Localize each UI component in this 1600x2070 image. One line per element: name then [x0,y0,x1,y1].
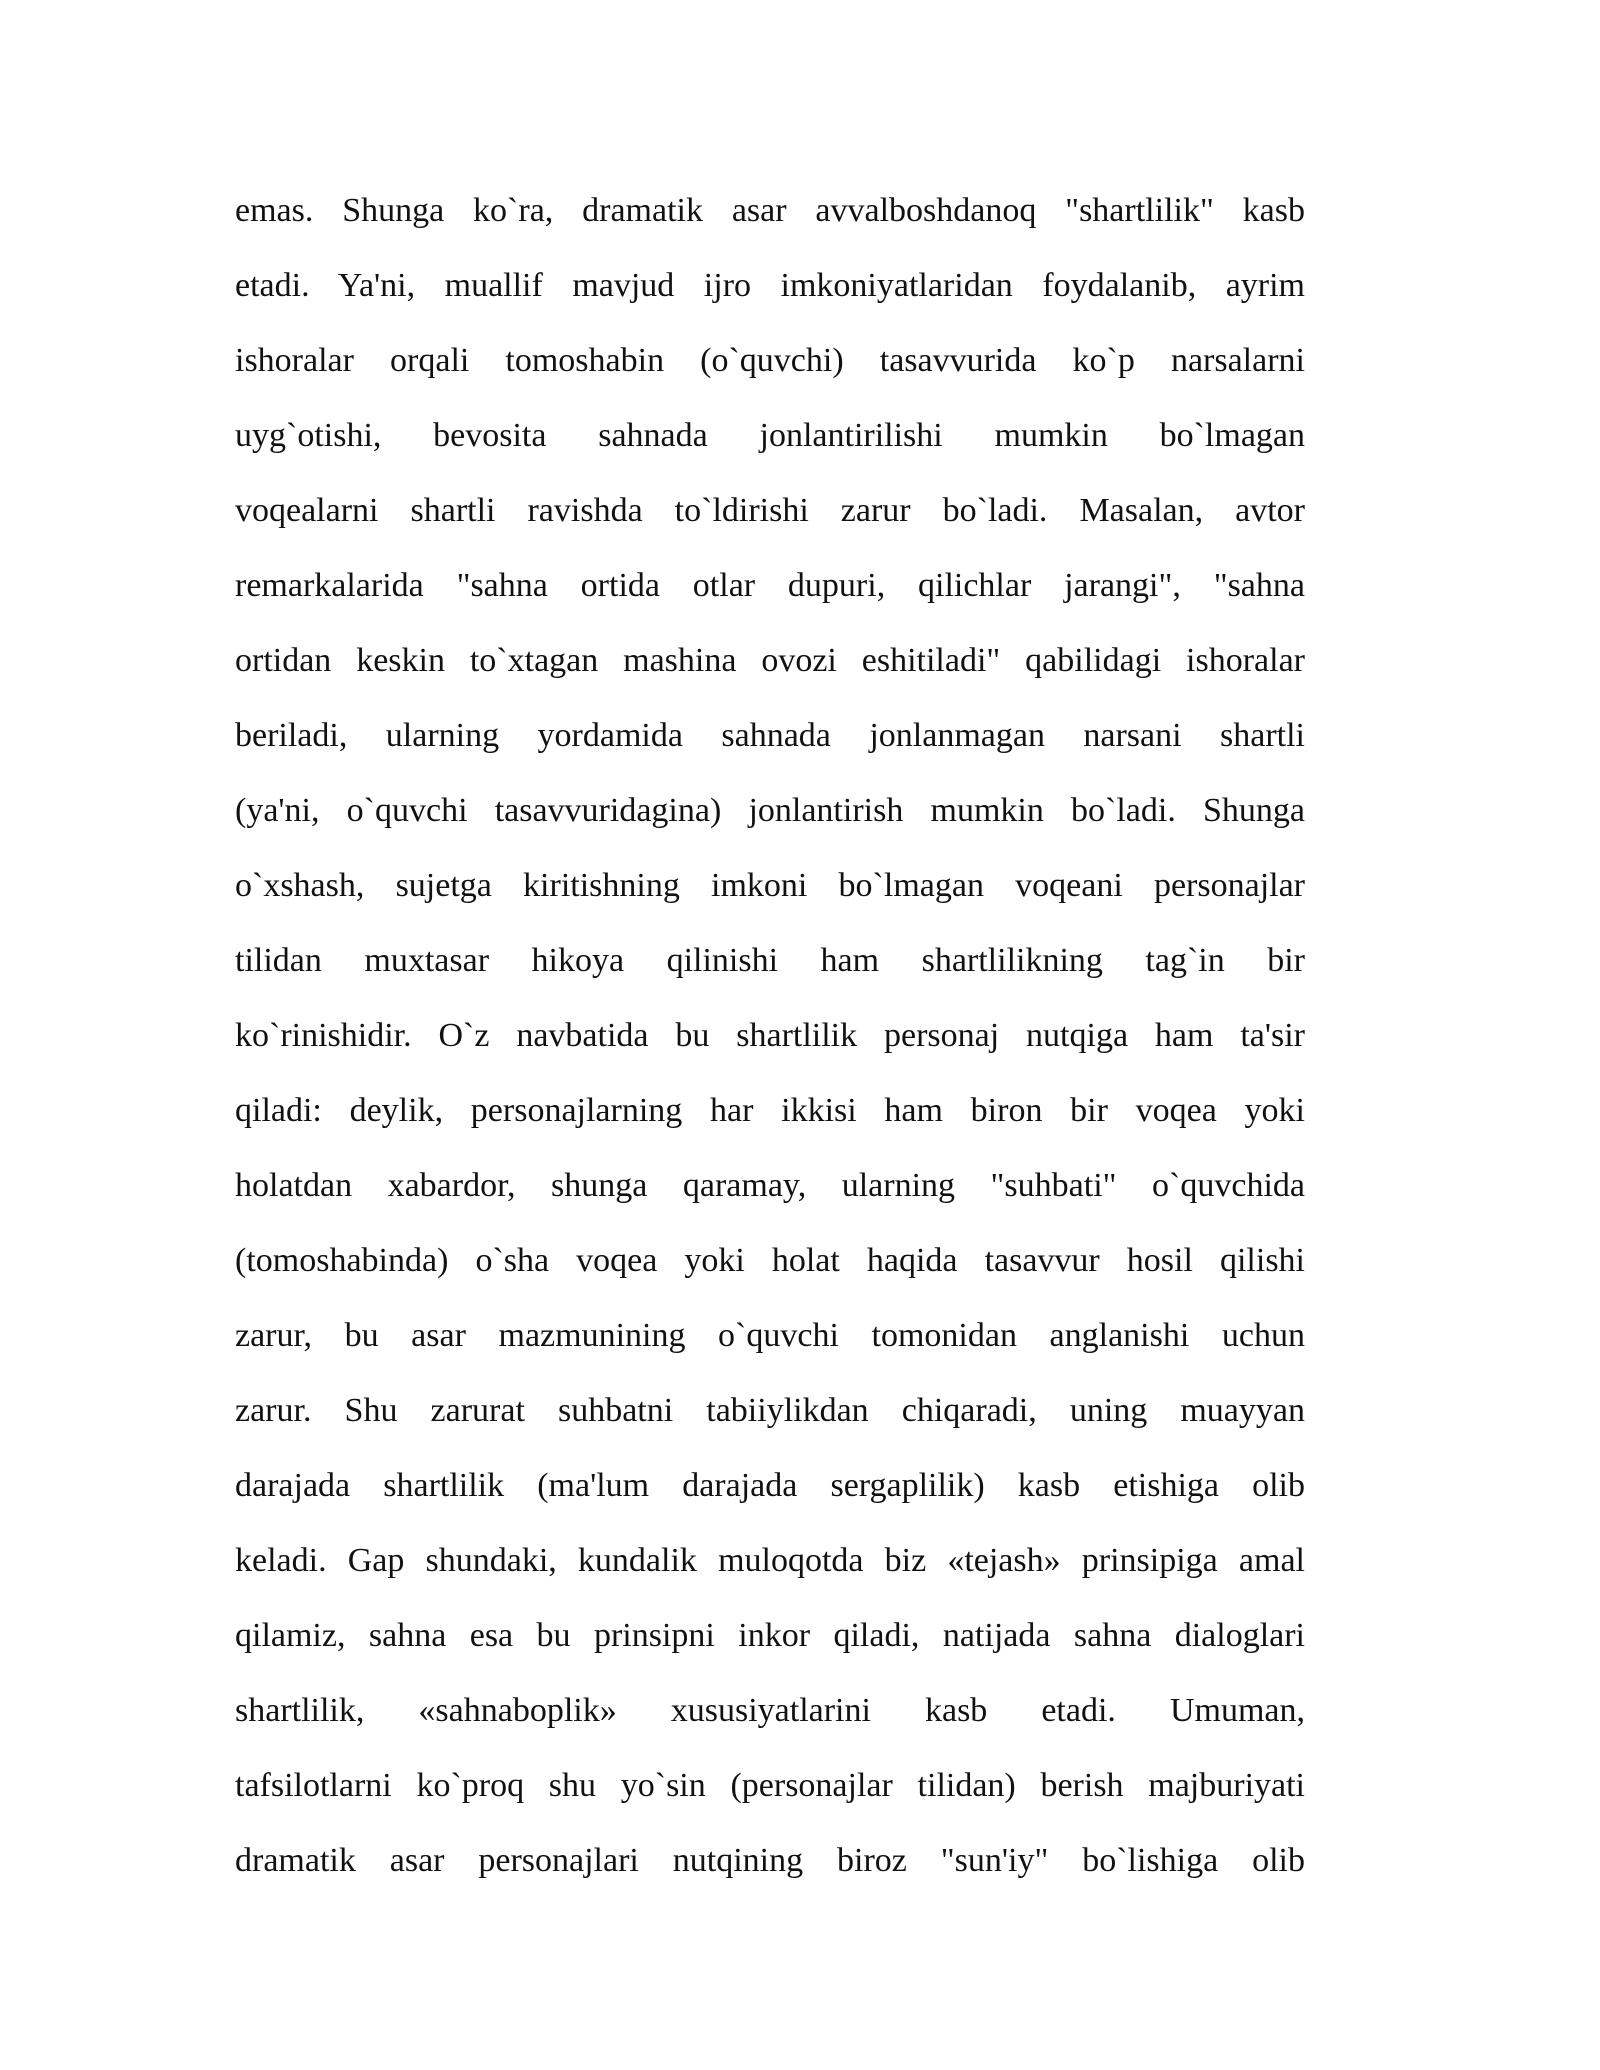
text-line: (tomoshabinda) o`sha voqea yoki holat haqida tasavvur hosil qilishi [235,1242,1305,1279]
text-line: zarur, bu asar mazmunining o`quvchi tomonidan anglanishi uchun [235,1317,1305,1354]
text-line: voqealarni shartli ravishda to`ldirishi zarur bo`ladi. Masalan, avtor [235,492,1305,529]
text-line: o`xshash, sujetga kiritishning imkoni bo`lmagan voqeani personajlar [235,867,1305,904]
text-line: tilidan muxtasar hikoya qilinishi ham shartlilikning tag`in bir [235,942,1305,979]
text-line: ishoralar orqali tomoshabin (o`quvchi) tasavvurida ko`p narsalarni [235,342,1305,379]
text-line: emas. Shunga ko`ra, dramatik asar avvalboshdanoq "shartlilik" kasb [235,192,1305,229]
text-line: shartlilik, «sahnaboplik» xususiyatlarini kasb etadi. Umuman, [235,1692,1305,1729]
text-line: zarur. Shu zarurat suhbatni tabiiylikdan chiqaradi, uning muayyan [235,1392,1305,1429]
text-line: qiladi: deylik, personajlarning har ikkisi ham biron bir voqea yoki [235,1092,1305,1129]
text-line: ko`rinishidir. O`z navbatida bu shartlilik personaj nutqiga ham ta'sir [235,1017,1305,1054]
text-line: remarkalarida "sahna ortida otlar dupuri, qilichlar jarangi", "sahna [235,567,1305,604]
body-text [235,178,1305,1903]
text-line: qilamiz, sahna esa bu prinsipni inkor qiladi, natijada sahna dialoglari [235,1617,1305,1654]
text-line: uyg`otishi, bevosita sahnada jonlantirilishi mumkin bo`lmagan [235,417,1305,454]
text-line: holatdan xabardor, shunga qaramay, ularning "suhbati" o`quvchida [235,1167,1305,1204]
text-line: dramatik asar personajlari nutqining biroz "sun'iy" bo`lishiga olib [235,1842,1305,1879]
text-line: tafsilotlarni ko`proq shu yo`sin (personajlar tilidan) berish majburiyati [235,1767,1305,1804]
text-line: ortidan keskin to`xtagan mashina ovozi eshitiladi" qabilidagi ishoralar [235,642,1305,679]
text-line: beriladi, ularning yordamida sahnada jonlanmagan narsani shartli [235,717,1305,754]
text-line: etadi. Ya'ni, muallif mavjud ijro imkoniyatlaridan foydalanib, ayrim [235,267,1305,304]
text-line: darajada shartlilik (ma'lum darajada sergaplilik) kasb etishiga olib [235,1467,1305,1504]
text-line: keladi. Gap shundaki, kundalik muloqotda biz «tejash» prinsipiga amal [235,1542,1305,1579]
text-line: (ya'ni, o`quvchi tasavvuridagina) jonlantirish mumkin bo`ladi. Shunga [235,792,1305,829]
